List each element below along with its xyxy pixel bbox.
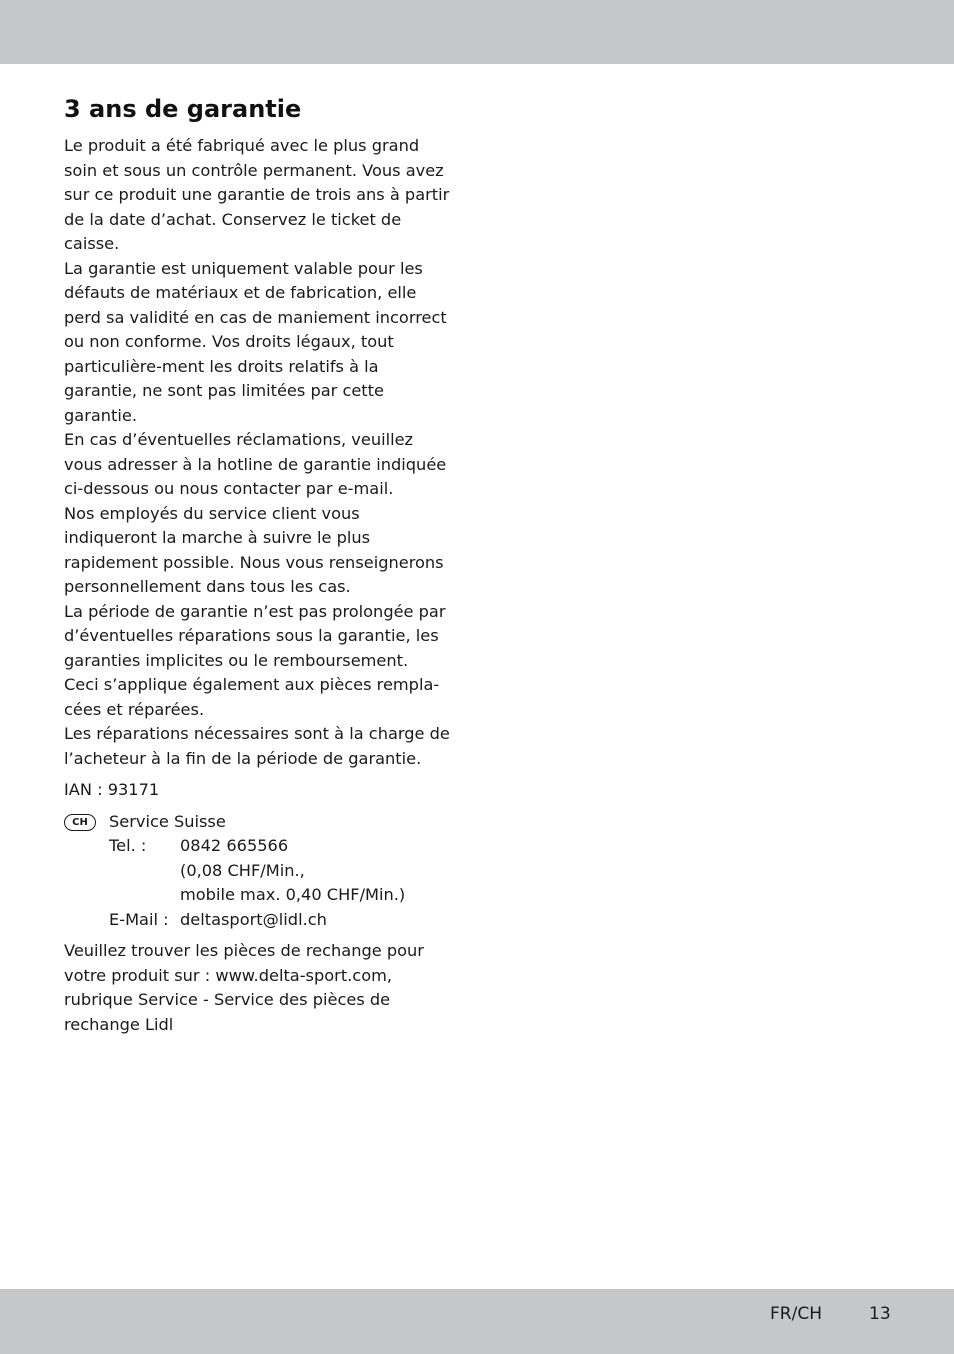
header-band <box>0 0 954 64</box>
spare-parts-note: Veuillez trouver les pièces de rechange pour votre produit sur : www.delta-sport.com, rubrique Service - Service des pièces de rechange Lidl <box>64 941 424 1034</box>
paragraph-2: La garantie est uniquement valable pour les défauts de matériaux et de fabrication, elle perd sa validité en cas de maniement incorrect ou non conforme. Vos droits légaux, tout particulière-ment les droits relatifs à la garantie, ne sont pas limitées par cette garantie. <box>64 258 447 425</box>
email-row <box>109 908 456 933</box>
footer-language: FR/CH <box>770 1304 822 1324</box>
tel-rate-2: mobile max. 0,40 CHF/Min.) <box>180 885 406 904</box>
paragraph-4: Nos employés du service client vous indiqueront la marche à suivre le plus rapidement possible. Nous vous renseignerons personnellement dans tous les cas. <box>64 503 444 596</box>
warranty-section <box>64 92 456 1037</box>
page-title: 3 ans de garantie <box>64 95 302 123</box>
email-label: E-Mail : <box>109 909 169 929</box>
email-address: deltasport@lidl.ch <box>180 909 327 929</box>
page-number: 13 <box>869 1304 891 1324</box>
paragraph-7: Les réparations nécessaires sont à la charge de l’acheteur à la fin de la période de garantie. <box>64 724 450 768</box>
paragraph-3: En cas d’éventuelles réclamations, veuillez vous adresser à la hotline de garantie indiquée ci-dessous ou nous contacter par e-mail. <box>64 430 447 498</box>
ch-country-icon: CH <box>64 814 96 831</box>
tel-rate-1: (0,08 CHF/Min., <box>180 860 305 880</box>
ian-number: IAN : 93171 <box>64 780 160 799</box>
tel-row <box>109 834 456 908</box>
service-title: Service Suisse <box>109 811 226 831</box>
paragraph-5: La période de garantie n’est pas prolongée par d’éventuelles réparations sous la garantie, les garanties implicites ou le remboursement. <box>64 601 446 670</box>
tel-label: Tel. : <box>109 836 147 855</box>
service-contact <box>64 810 456 933</box>
paragraph-1: Le produit a été fabriqué avec le plus grand soin et sous un contrôle permanent. Vous avez sur ce produit une garantie de trois ans à partir de la date d’achat. Conservez le ticket de caisse. <box>64 136 450 253</box>
paragraph-6: Ceci s’applique également aux pièces rempla-cées et réparées. <box>64 675 440 719</box>
tel-number: 0842 665566 <box>180 836 289 855</box>
